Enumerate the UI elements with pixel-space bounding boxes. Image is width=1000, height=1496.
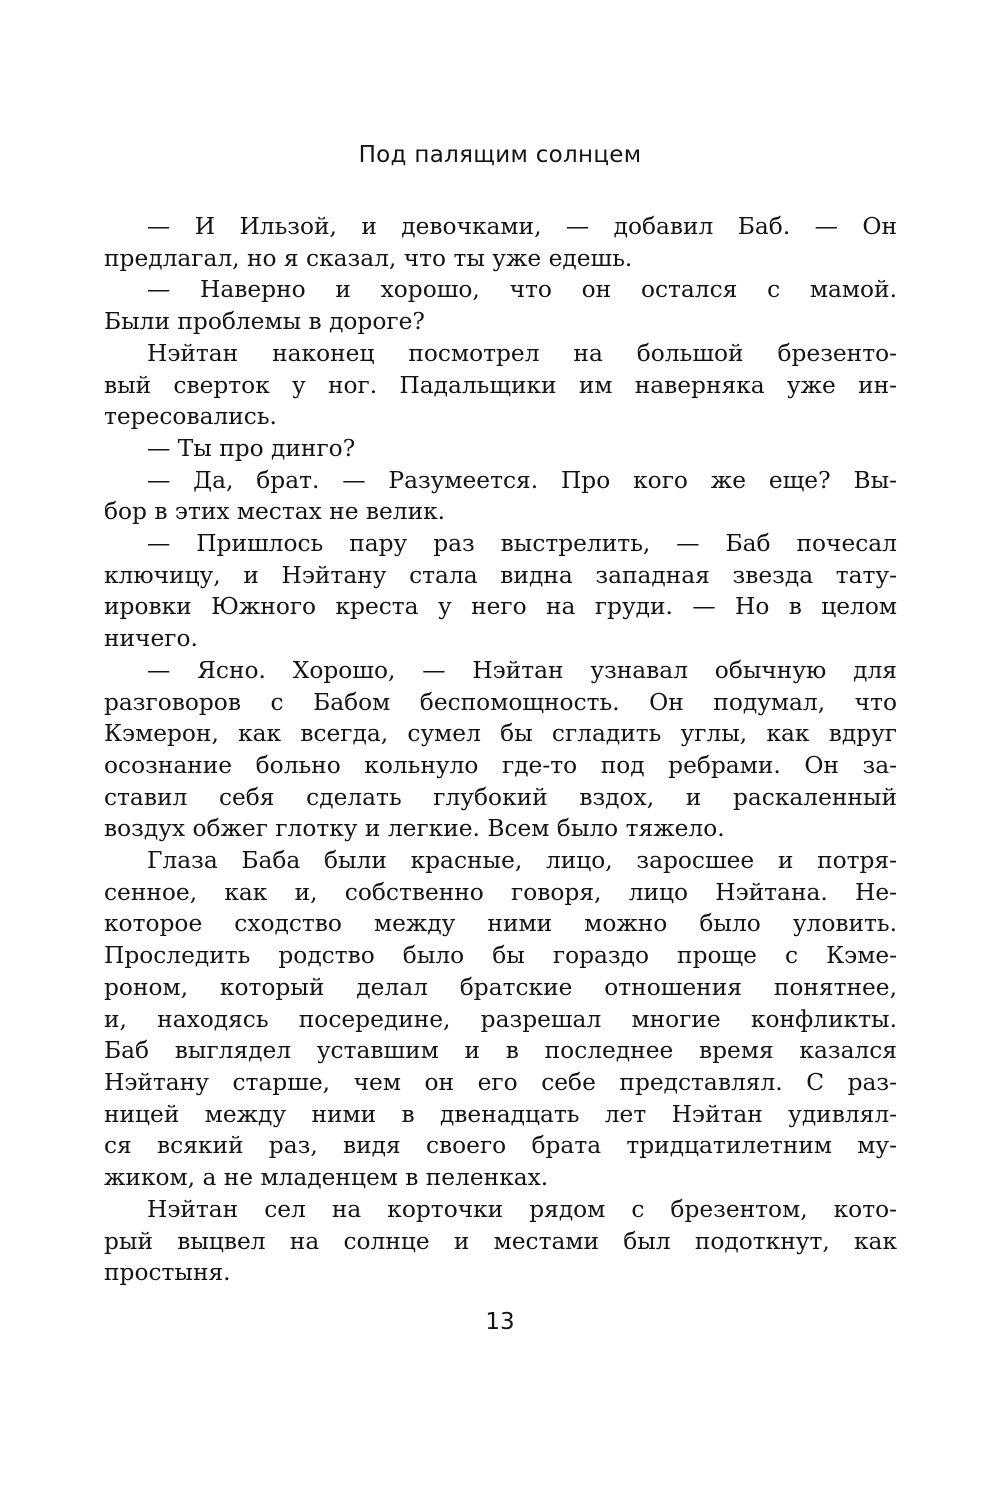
page-number: 13 (485, 1309, 515, 1335)
text-line: Нэйтану старше, чем он его себе представлял. С раз- (104, 1068, 897, 1096)
paragraph (104, 845, 897, 1194)
paragraph (104, 211, 897, 274)
body-text (104, 211, 897, 1289)
text-line: ничего. (104, 625, 198, 653)
text-line: — Да, брат. — Разумеется. Про кого же еще? Вы- (147, 466, 897, 494)
text-line: ключицу, и Нэйтану стала видна западная звезда тату- (104, 561, 897, 589)
text-line: воздух обжег глотку и легкие. Всем было тяжело. (104, 815, 725, 843)
text-line: — Ты про динго? (147, 434, 356, 462)
text-line: и, находясь посередине, разрешал многие конфликты. (104, 1005, 897, 1033)
text-line: рый выцвел на солнце и местами был подоткнут, как (104, 1227, 897, 1255)
text-line: роном, который делал братские отношения понятнее, (104, 973, 897, 1001)
text-line: — И Ильзой, и девочками, — добавил Баб. — Он (147, 213, 897, 240)
text-line: — Наверно и хорошо, что он остался с мамой. (147, 276, 897, 304)
text-line: простыня. (104, 1259, 231, 1287)
text-line: Проследить родство было бы гораздо проще с Кэме- (104, 942, 897, 970)
text-line: которое сходство между ними можно было уловить. (104, 910, 897, 938)
paragraph (104, 274, 897, 337)
text-line: жиком, а не младенцем в пеленках. (104, 1164, 549, 1192)
paragraph (104, 1194, 897, 1289)
text-line: Нэйтан наконец посмотрел на большой брезенто- (147, 339, 897, 367)
paragraph (104, 465, 897, 528)
text-line: Глаза Баба были красные, лицо, заросшее и потря- (147, 847, 897, 875)
text-line: — Пришлось пару раз выстрелить, — Баб почесал (147, 530, 897, 558)
paragraph (104, 338, 897, 433)
text-line: ставил себя сделать глубокий вздох, и раскаленный (104, 783, 897, 811)
text-line: бор в этих местах не велик. (104, 498, 446, 526)
paragraph (104, 528, 897, 655)
text-line: вый сверток у ног. Падальщики им наверняка уже ин- (104, 371, 897, 399)
text-line: ировки Южного креста у него на груди. — Но в целом (104, 593, 897, 621)
text-line: осознание больно кольнуло где-то под ребрами. Он за- (104, 751, 897, 779)
text-line: Нэйтан сел на корточки рядом с брезентом, кото- (147, 1195, 897, 1223)
text-line: Были проблемы в дороге? (104, 308, 425, 336)
text-line: сенное, как и, собственно говоря, лицо Нэйтана. Не- (104, 878, 897, 906)
paragraph (104, 655, 897, 845)
paragraph (104, 433, 897, 465)
running-head: Под палящим солнцем (358, 142, 642, 168)
text-line: — Ясно. Хорошо, — Нэйтан узнавал обычную для (147, 656, 897, 684)
text-line: ся всякий раз, видя своего брата тридцатилетним му- (104, 1132, 897, 1160)
text-line: тересовались. (104, 403, 277, 431)
text-line: разговоров с Бабом беспомощность. Он подумал, что (104, 688, 897, 716)
text-line: предлагал, но я сказал, что ты уже едешь. (104, 244, 633, 272)
text-line: Баб выглядел уставшим и в последнее время казался (104, 1037, 897, 1065)
text-line: Кэмерон, как всегда, сумел бы сгладить углы, как вдруг (104, 720, 897, 748)
text-line: ницей между ними в двенадцать лет Нэйтан удивлял- (104, 1100, 897, 1128)
